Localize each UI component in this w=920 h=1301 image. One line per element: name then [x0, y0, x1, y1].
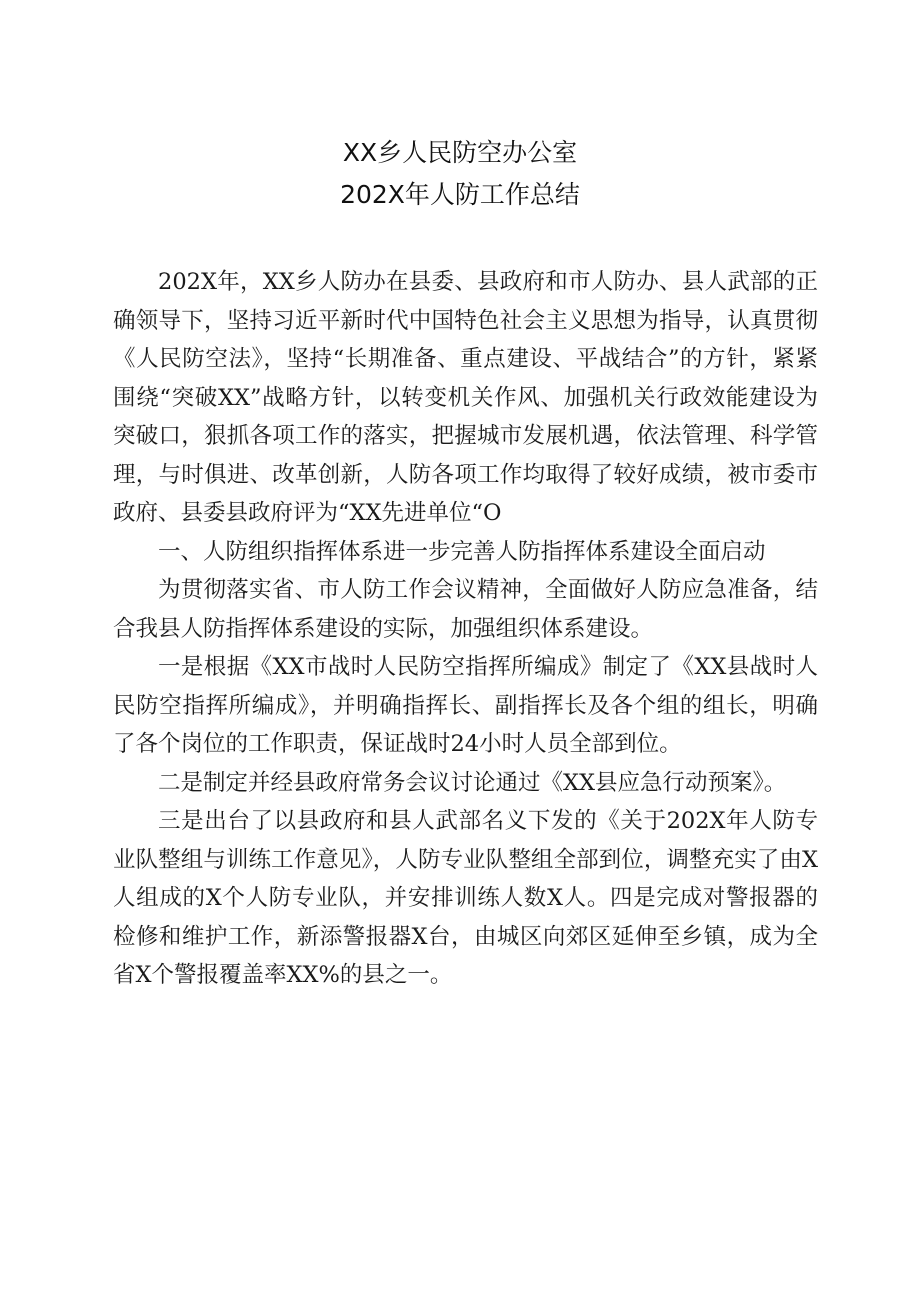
- paragraph-item-2: 二是制定并经县政府常务会议讨论通过《XX县应急行动预案》。: [158, 769, 787, 796]
- section-heading-1: 一、人防组织指挥体系进一步完善人防指挥体系建设全面启动: [158, 538, 766, 565]
- paragraph-purpose: 为贯彻落实省、市人防工作会议精神，全面做好人防应急准备，结合我县人防指挥体系建设的实际，加强组织体系建设。: [113, 577, 818, 642]
- paragraph-item-1: 一是根据《XX市战时人民防空指挥所编成》制定了《XX县战时人民防空指挥所编成》，并明确指挥长、副指挥长及各个组的组长，明确了各个岗位的工作职责，保证战时24小时人员全部到位。: [113, 654, 818, 757]
- paragraph-item-3: 三是出台了以县政府和县人武部名义下发的《关于202X年人防专业队整组与训练工作意见》，人防专业队整组全部到位，调整充实了由X人组成的X个人防专业队，并安排训练人数X人。四是完成对警报器的检修和维护工作，新添警报器X台，由城区向郊区延伸至乡镇，成为全省X个警报覆盖率XX%的县之一。: [113, 808, 818, 988]
- document-body: [113, 263, 818, 995]
- paragraph-intro: 202X年，XX乡人防办在县委、县政府和市人防办、县人武部的正确领导下，坚持习近平新时代中国特色社会主义思想为指导，认真贯彻《人民防空法》，坚持“长期准备、重点建设、平战结合”的方针，紧紧围绕“突破XX”战略方针，以转变机关作风、加强机关行政效能建设为突破口，狠抓各项工作的落实，把握城市发展机遇，依法管理、科学管理，与时俱进、改革创新，人防各项工作均取得了较好成绩，被市委市政府、县委县政府评为“XX先进单位“O: [113, 269, 818, 526]
- title-line-2: 202X年人防工作总结: [340, 180, 580, 209]
- document-title: [0, 132, 920, 216]
- title-line-1: XX乡人民防空办公室: [342, 138, 578, 167]
